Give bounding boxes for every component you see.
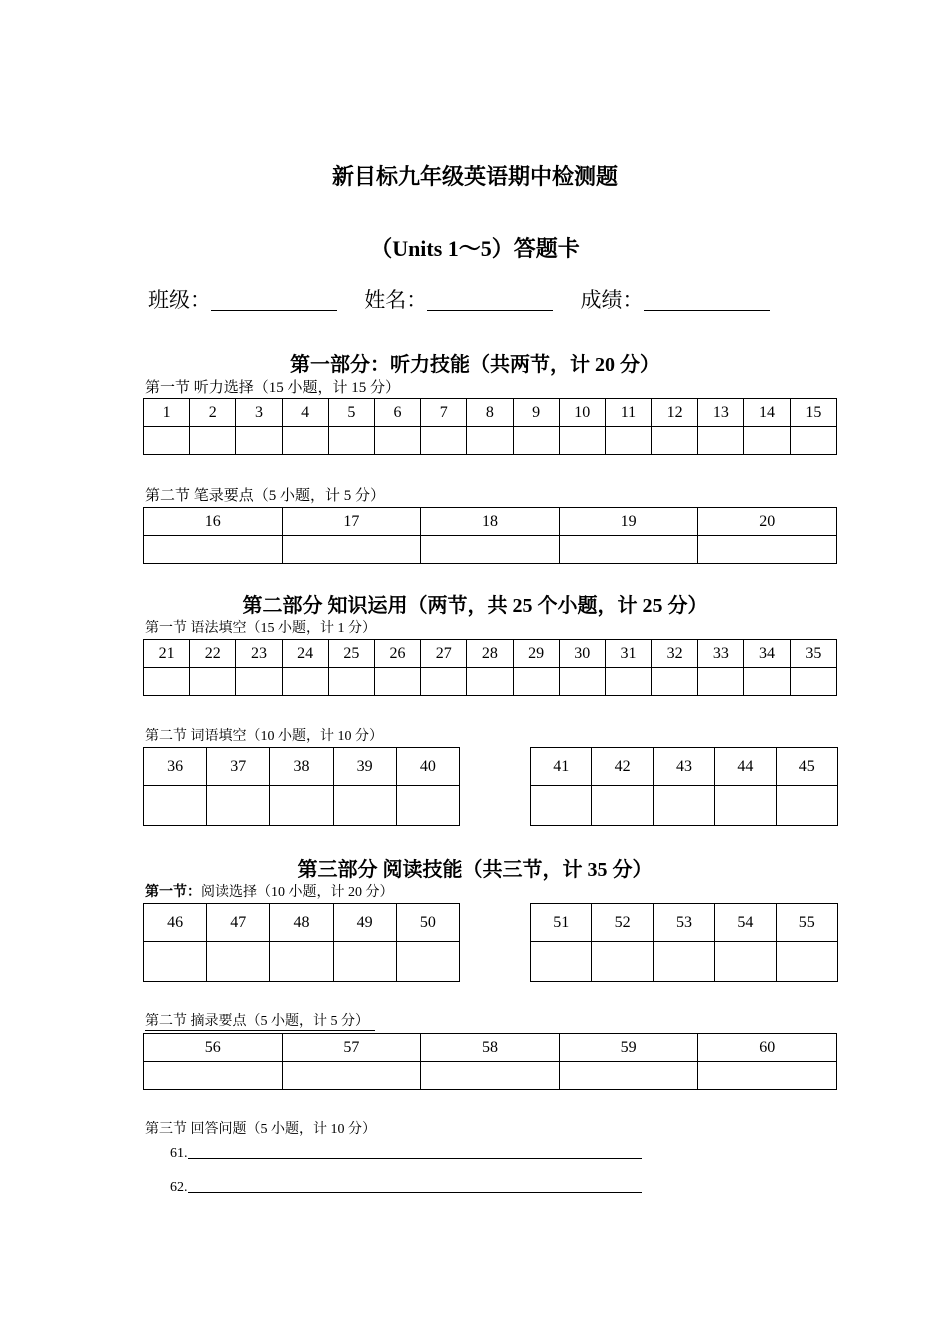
answer-cell[interactable] [559,536,698,564]
answer-cell[interactable] [715,786,776,826]
answer-cell[interactable] [144,427,190,455]
answer-cell[interactable] [513,668,559,696]
question-number-cell: 13 [698,399,744,427]
part3-sec1-label [145,881,394,901]
answer-cell[interactable] [207,942,270,982]
answer-cell[interactable] [559,427,605,455]
part1-sec2-label: 第二节 笔录要点（5 小题，计 5 分） [145,488,386,504]
score-field[interactable] [644,288,770,311]
question-number-cell: 32 [652,640,698,668]
score-label: 成绩： [580,288,644,312]
answer-grid-56-60 [143,1033,837,1090]
name-field[interactable] [427,288,553,311]
answer-cell[interactable] [698,668,744,696]
answer-grid-41-45 [530,747,838,826]
answer-line-number: 61. [170,1146,188,1161]
answer-cell[interactable] [207,786,270,826]
question-number-cell: 56 [144,1034,283,1062]
answer-grid-46-50 [143,903,460,982]
answer-cell[interactable] [531,942,592,982]
question-number-cell: 34 [744,640,790,668]
answer-cell[interactable] [282,668,328,696]
question-number-cell: 42 [592,748,653,786]
answer-line-number: 62. [170,1180,188,1195]
question-number-cell: 54 [715,904,776,942]
answer-cell[interactable] [270,942,333,982]
question-number-cell: 16 [144,508,283,536]
page-title: 新目标九年级英语期中检测题 [331,164,618,189]
answer-cell[interactable] [421,1062,560,1090]
answer-cell[interactable] [652,668,698,696]
question-number-cell: 10 [559,399,605,427]
answer-cell[interactable] [559,1062,698,1090]
question-number-cell: 11 [605,399,651,427]
answer-cell[interactable] [790,427,836,455]
part1-sec1-label: 第一节 听力选择（15 小题，计 15 分） [145,380,401,396]
part3-sec1-label-bold: 第一节： [145,885,201,900]
answer-cell[interactable] [144,942,207,982]
question-number-cell: 18 [421,508,560,536]
question-number-cell: 15 [790,399,836,427]
question-number-cell: 7 [421,399,467,427]
answer-cell[interactable] [328,668,374,696]
answer-cell[interactable] [396,942,459,982]
answer-cell[interactable] [467,668,513,696]
question-number-cell: 53 [653,904,714,942]
answer-cell[interactable] [698,427,744,455]
question-number-cell: 47 [207,904,270,942]
question-number-cell: 24 [282,640,328,668]
question-number-cell: 50 [396,904,459,942]
question-number-cell: 55 [776,904,837,942]
question-number-cell: 49 [333,904,396,942]
question-number-cell: 41 [531,748,592,786]
answer-grid-36-40 [143,747,460,826]
answer-cell[interactable] [374,668,420,696]
question-number-cell: 45 [776,748,837,786]
answer-line-62[interactable] [170,1178,642,1196]
question-number-cell: 6 [374,399,420,427]
question-number-cell: 58 [421,1034,560,1062]
answer-grid-21-35 [143,639,837,696]
question-number-cell: 28 [467,640,513,668]
question-number-cell: 23 [236,640,282,668]
answer-cell[interactable] [592,786,653,826]
answer-cell[interactable] [513,427,559,455]
part2-heading: 第二部分 知识运用（两节，共 25 个小题，计 25 分） [242,595,708,617]
question-number-cell: 21 [144,640,190,668]
answer-cell[interactable] [744,668,790,696]
question-number-cell: 51 [531,904,592,942]
answer-cell[interactable] [421,668,467,696]
question-number-cell: 31 [605,640,651,668]
question-number-cell: 36 [144,748,207,786]
question-number-cell: 25 [328,640,374,668]
part3-sec2-label: 第二节 摘录要点（5 小题，计 5 分） [145,1010,375,1031]
answer-cell[interactable] [698,1062,837,1090]
answer-cell[interactable] [328,427,374,455]
answer-cell[interactable] [282,427,328,455]
part2-sec2-label: 第二节 词语填空（10 小题，计 10 分） [145,729,383,744]
question-number-cell: 12 [652,399,698,427]
answer-cell[interactable] [652,427,698,455]
answer-cell[interactable] [190,668,236,696]
question-number-cell: 43 [653,748,714,786]
question-number-cell: 46 [144,904,207,942]
question-number-cell: 35 [790,640,836,668]
class-field[interactable] [211,288,337,311]
answer-cell[interactable] [698,536,837,564]
answer-cell[interactable] [467,427,513,455]
answer-cell[interactable] [790,668,836,696]
question-number-cell: 26 [374,640,420,668]
answer-cell[interactable] [144,536,283,564]
question-number-cell: 17 [282,508,421,536]
answer-cell[interactable] [776,786,837,826]
question-number-cell: 57 [282,1034,421,1062]
question-number-cell: 59 [559,1034,698,1062]
part1-heading: 第一部分：听力技能（共两节，计 20 分） [290,354,660,376]
answer-cell[interactable] [236,668,282,696]
question-number-cell: 33 [698,640,744,668]
part3-sec3-label: 第三节 回答问题（5 小题，计 10 分） [145,1122,376,1137]
question-number-cell: 48 [270,904,333,942]
question-number-cell: 37 [207,748,270,786]
question-number-cell: 5 [328,399,374,427]
answer-cell[interactable] [190,427,236,455]
question-number-cell: 20 [698,508,837,536]
question-number-cell: 19 [559,508,698,536]
answer-grid-1-15 [143,398,837,455]
answer-cell[interactable] [144,1062,283,1090]
answer-cell[interactable] [421,427,467,455]
question-number-cell: 38 [270,748,333,786]
answer-cell[interactable] [144,786,207,826]
answer-cell[interactable] [653,942,714,982]
answer-cell[interactable] [144,668,190,696]
question-number-cell: 22 [190,640,236,668]
answer-cell[interactable] [744,427,790,455]
question-number-cell: 60 [698,1034,837,1062]
answer-cell[interactable] [605,668,651,696]
answer-grid-16-20 [143,507,837,564]
question-number-cell: 27 [421,640,467,668]
answer-cell[interactable] [396,786,459,826]
part3-heading: 第三部分 阅读技能（共三节，计 35 分） [297,859,653,881]
answer-cell[interactable] [653,786,714,826]
question-number-cell: 44 [715,748,776,786]
question-number-cell: 30 [559,640,605,668]
student-info-row [148,284,792,314]
answer-cell[interactable] [421,536,560,564]
question-number-cell: 14 [744,399,790,427]
answer-line-61[interactable] [170,1144,642,1162]
answer-cell[interactable] [282,536,421,564]
answer-cell[interactable] [605,427,651,455]
answer-cell[interactable] [282,1062,421,1090]
part3-sec1-label-rest: 阅读选择（10 小题，计 20 分） [201,885,394,900]
answer-cell[interactable] [374,427,420,455]
answer-cell[interactable] [236,427,282,455]
answer-cell[interactable] [333,942,396,982]
answer-cell[interactable] [531,786,592,826]
answer-cell[interactable] [333,786,396,826]
answer-cell[interactable] [715,942,776,982]
page-subtitle: （Units 1～5）答题卡 [370,236,580,261]
question-number-cell: 40 [396,748,459,786]
question-number-cell: 4 [282,399,328,427]
question-number-cell: 1 [144,399,190,427]
question-number-cell: 39 [333,748,396,786]
part2-sec1-label: 第一节 语法填空（15 小题，计 1 分） [145,621,376,636]
answer-cell[interactable] [592,942,653,982]
question-number-cell: 9 [513,399,559,427]
name-label: 姓名： [364,288,428,312]
answer-cell[interactable] [559,668,605,696]
question-number-cell: 29 [513,640,559,668]
question-number-cell: 8 [467,399,513,427]
question-number-cell: 2 [190,399,236,427]
class-label: 班级： [148,288,211,312]
answer-grid-51-55 [530,903,838,982]
question-number-cell: 52 [592,904,653,942]
question-number-cell: 3 [236,399,282,427]
answer-cell[interactable] [270,786,333,826]
answer-cell[interactable] [776,942,837,982]
